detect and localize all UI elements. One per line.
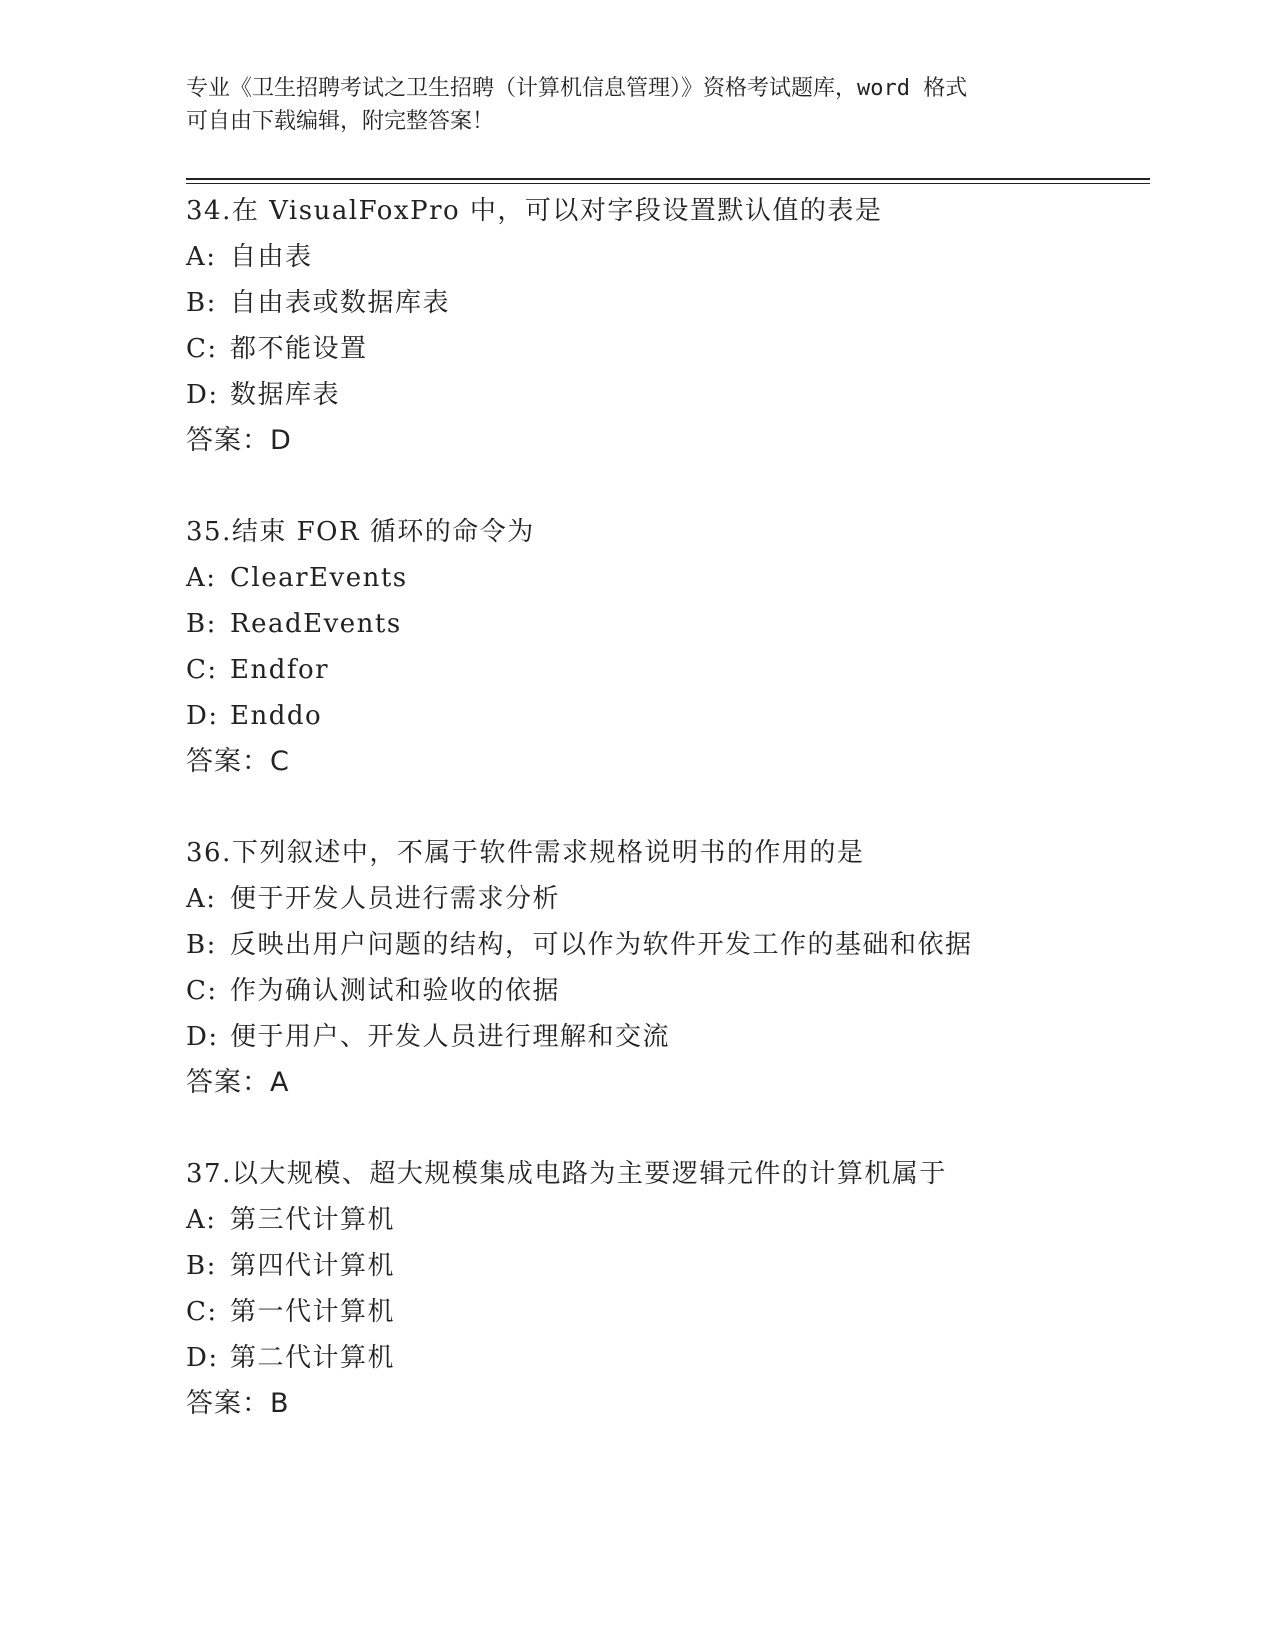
answer-line: 答案：A [186, 1067, 290, 1098]
option-letter: D: [186, 701, 219, 731]
option-d [186, 1014, 1146, 1060]
option-letter: A: [186, 1205, 217, 1235]
option-text: 反映出用户问题的结构，可以作为软件开发工作的基础和依据 [230, 930, 973, 960]
option-b [186, 601, 1146, 647]
option-text: 作为确认测试和验收的依据 [230, 976, 561, 1006]
option-a [186, 1197, 1146, 1243]
question-36 [186, 830, 1146, 1106]
option-text: 都不能设置 [230, 334, 368, 364]
option-text: 第二代计算机 [230, 1343, 396, 1373]
answer-line: 答案：D [186, 425, 292, 456]
option-a [186, 234, 1146, 280]
option-letter: B: [186, 930, 217, 960]
header-line-2: 可自由下载编辑，附完整答案！ [186, 109, 495, 134]
option-letter: C: [186, 976, 218, 1006]
option-c [186, 1289, 1146, 1335]
header-divider-thin [186, 183, 1150, 184]
option-text: ReadEvents [230, 609, 402, 639]
option-d [186, 693, 1146, 739]
option-letter: D: [186, 1343, 219, 1373]
option-text: 第三代计算机 [230, 1205, 396, 1235]
option-letter: C: [186, 334, 218, 364]
question-text: 35.结束 FOR 循环的命令为 [186, 517, 535, 547]
option-text: 自由表或数据库表 [230, 288, 451, 318]
option-b [186, 922, 1146, 968]
question-list [186, 188, 1146, 1472]
option-text: Endfor [230, 655, 330, 685]
option-text: 便于开发人员进行需求分析 [230, 884, 561, 914]
option-b [186, 280, 1146, 326]
question-text: 34.在 VisualFoxPro 中，可以对字段设置默认值的表是 [186, 196, 883, 226]
option-text: Enddo [230, 701, 323, 731]
option-text: 第四代计算机 [230, 1251, 396, 1281]
option-letter: D: [186, 1022, 219, 1052]
option-text: 数据库表 [230, 380, 341, 410]
answer-line: 答案：B [186, 1388, 290, 1419]
question-text: 37.以大规模、超大规模集成电路为主要逻辑元件的计算机属于 [186, 1159, 947, 1189]
option-letter: A: [186, 242, 217, 272]
header-line-1: 专业《卫生招聘考试之卫生招聘（计算机信息管理）》资格考试题库，word 格式 [186, 76, 968, 101]
option-letter: A: [186, 563, 217, 593]
option-b [186, 1243, 1146, 1289]
option-letter: C: [186, 655, 218, 685]
option-letter: C: [186, 1297, 218, 1327]
option-a [186, 876, 1146, 922]
question-text: 36.下列叙述中，不属于软件需求规格说明书的作用的是 [186, 838, 865, 868]
question-37 [186, 1151, 1146, 1427]
option-letter: B: [186, 609, 217, 639]
option-c [186, 326, 1146, 372]
option-d [186, 1335, 1146, 1381]
option-letter: A: [186, 884, 217, 914]
option-d [186, 372, 1146, 418]
option-letter: D: [186, 380, 219, 410]
header-divider-thick [186, 178, 1150, 180]
option-letter: B: [186, 1251, 217, 1281]
question-35 [186, 509, 1146, 785]
option-a [186, 555, 1146, 601]
option-c [186, 968, 1146, 1014]
option-letter: B: [186, 288, 217, 318]
document-header [186, 72, 1086, 138]
answer-line: 答案：C [186, 746, 290, 777]
option-c [186, 647, 1146, 693]
option-text: 便于用户、开发人员进行理解和交流 [230, 1022, 671, 1052]
question-34 [186, 188, 1146, 464]
option-text: ClearEvents [230, 563, 408, 593]
option-text: 自由表 [230, 242, 313, 272]
option-text: 第一代计算机 [230, 1297, 396, 1327]
